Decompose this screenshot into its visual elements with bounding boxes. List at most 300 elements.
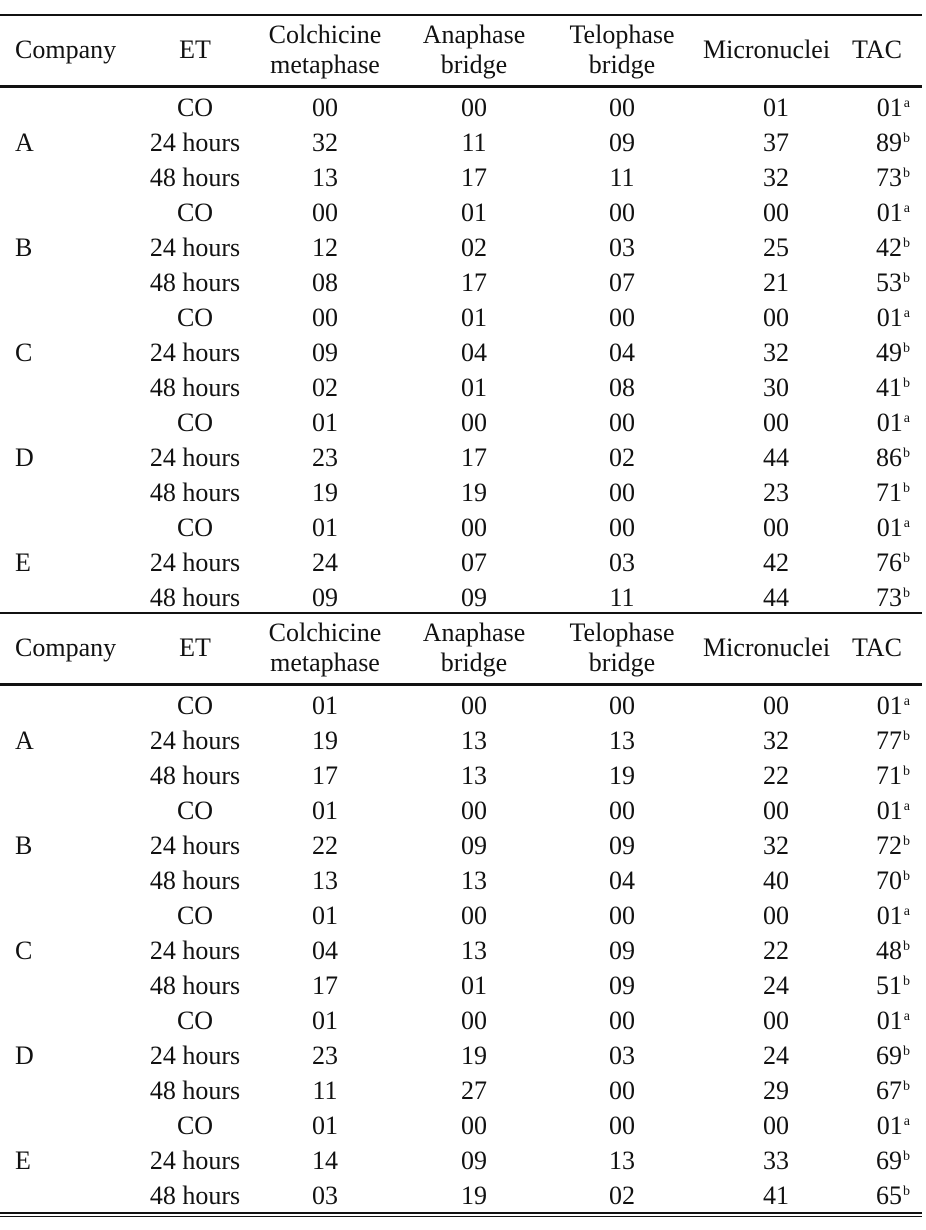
table-header — [0, 16, 926, 84]
cell-telophase-bridge: 08 — [609, 373, 635, 402]
significance-superscript: b — [903, 586, 910, 601]
tac-value: 67 — [876, 1076, 902, 1105]
tac-value: 48 — [876, 936, 902, 965]
cell-micronuclei: 00 — [763, 796, 789, 825]
header-tac: TAC — [852, 35, 902, 64]
cell-micronuclei: 29 — [763, 1076, 789, 1105]
cell-micronuclei: 00 — [763, 1006, 789, 1035]
cell-telophase-bridge: 09 — [609, 128, 635, 157]
tac-value: 69 — [876, 1146, 902, 1175]
cell-anaphase-bridge: 17 — [461, 443, 487, 472]
cell-exposure-time: CO — [176, 93, 214, 122]
cell-micronuclei: 22 — [763, 936, 789, 965]
cell-anaphase-bridge: 01 — [461, 373, 487, 402]
table-row — [0, 758, 926, 793]
cell-micronuclei: 30 — [763, 373, 789, 402]
cell-anaphase-bridge: 00 — [461, 1006, 487, 1035]
cell-micronuclei: 41 — [763, 1181, 789, 1210]
table-rule — [0, 683, 922, 686]
cell-telophase-bridge: 03 — [609, 548, 635, 577]
cell-colchicine-metaphase: 00 — [312, 198, 338, 227]
cell-micronuclei: 01 — [763, 93, 789, 122]
cell-telophase-bridge: 00 — [609, 1006, 635, 1035]
cell-micronuclei: 32 — [763, 338, 789, 367]
cell-anaphase-bridge: 00 — [461, 901, 487, 930]
significance-superscript: b — [903, 1149, 910, 1164]
tac-value: 72 — [876, 831, 902, 860]
cell-exposure-time: CO — [176, 408, 214, 437]
cell-telophase-bridge: 00 — [609, 1111, 635, 1140]
cell-company: A — [15, 128, 34, 157]
cell-colchicine-metaphase: 01 — [312, 408, 338, 437]
significance-superscript: a — [903, 306, 910, 321]
cell-exposure-time: 48 hours — [149, 583, 241, 612]
cell-telophase-bridge: 03 — [609, 1041, 635, 1070]
cell-micronuclei: 00 — [763, 303, 789, 332]
table-row — [0, 1108, 926, 1143]
table-row — [0, 475, 926, 510]
cell-micronuclei: 22 — [763, 761, 789, 790]
cell-colchicine-metaphase: 01 — [312, 513, 338, 542]
cell-tac — [876, 758, 910, 793]
table-row — [0, 230, 926, 265]
cell-colchicine-metaphase: 01 — [312, 1006, 338, 1035]
tac-value: 69 — [876, 1041, 902, 1070]
cell-telophase-bridge: 13 — [609, 726, 635, 755]
header-et: ET — [179, 633, 211, 662]
cell-colchicine-metaphase: 09 — [312, 583, 338, 612]
cell-anaphase-bridge: 09 — [461, 831, 487, 860]
cell-telophase-bridge: 00 — [609, 691, 635, 720]
cell-anaphase-bridge: 19 — [461, 1041, 487, 1070]
cell-anaphase-bridge: 02 — [461, 233, 487, 262]
cell-micronuclei: 00 — [763, 901, 789, 930]
cell-anaphase-bridge: 11 — [461, 128, 487, 157]
cell-micronuclei: 40 — [763, 866, 789, 895]
significance-superscript: b — [903, 1184, 910, 1199]
cell-micronuclei: 00 — [763, 1111, 789, 1140]
significance-superscript: b — [903, 131, 910, 146]
cell-exposure-time: 48 hours — [149, 373, 241, 402]
cell-anaphase-bridge: 01 — [461, 971, 487, 1000]
cell-tac — [877, 1108, 910, 1143]
cell-tac — [876, 580, 910, 615]
significance-superscript: a — [903, 201, 910, 216]
significance-superscript: b — [903, 481, 910, 496]
cell-tac — [876, 440, 910, 475]
cell-anaphase-bridge: 19 — [461, 478, 487, 507]
cell-exposure-time: CO — [176, 796, 214, 825]
cell-tac — [877, 1003, 910, 1038]
table-row — [0, 90, 926, 125]
significance-superscript: a — [903, 1114, 910, 1129]
significance-superscript: b — [903, 446, 910, 461]
cell-tac — [877, 898, 910, 933]
cell-colchicine-metaphase: 14 — [312, 1146, 338, 1175]
tac-value: 53 — [876, 268, 902, 297]
cell-telophase-bridge: 09 — [609, 971, 635, 1000]
significance-superscript: a — [903, 1009, 910, 1024]
table-row — [0, 1073, 926, 1108]
cell-tac — [876, 968, 910, 1003]
significance-superscript: b — [903, 341, 910, 356]
cell-exposure-time: 24 hours — [149, 936, 241, 965]
cell-micronuclei: 25 — [763, 233, 789, 262]
cell-colchicine-metaphase: 01 — [312, 1111, 338, 1140]
cell-anaphase-bridge: 13 — [461, 726, 487, 755]
cell-company: D — [15, 1041, 34, 1070]
cell-colchicine-metaphase: 23 — [312, 443, 338, 472]
tac-value: 76 — [876, 548, 902, 577]
cell-tac — [876, 828, 910, 863]
cell-colchicine-metaphase: 09 — [312, 338, 338, 367]
significance-superscript: b — [903, 551, 910, 566]
cell-company: B — [15, 831, 33, 860]
cell-anaphase-bridge: 17 — [461, 268, 487, 297]
tac-value: 01 — [876, 303, 903, 332]
cell-exposure-time: 24 hours — [149, 726, 241, 755]
table-row — [0, 828, 926, 863]
header-colchicine: Colchicine metaphase — [268, 20, 382, 79]
cell-tac — [877, 510, 910, 545]
table-row — [0, 1143, 926, 1178]
cell-anaphase-bridge: 00 — [461, 1111, 487, 1140]
tac-value: 01 — [876, 1111, 903, 1140]
tac-value: 86 — [876, 443, 902, 472]
cell-anaphase-bridge: 01 — [461, 198, 487, 227]
cell-micronuclei: 00 — [763, 408, 789, 437]
tac-value: 51 — [876, 971, 902, 1000]
cell-exposure-time: 48 hours — [149, 866, 241, 895]
cell-exposure-time: 24 hours — [149, 443, 241, 472]
cell-telophase-bridge: 00 — [609, 478, 635, 507]
cell-colchicine-metaphase: 22 — [312, 831, 338, 860]
table-row — [0, 440, 926, 475]
cell-micronuclei: 33 — [763, 1146, 789, 1175]
significance-superscript: b — [903, 974, 910, 989]
cell-colchicine-metaphase: 19 — [312, 478, 338, 507]
cell-telophase-bridge: 00 — [609, 93, 635, 122]
cell-exposure-time: CO — [176, 198, 214, 227]
header-anaphase: Anaphase bridge — [422, 618, 526, 677]
cell-exposure-time: 24 hours — [149, 128, 241, 157]
cell-tac — [876, 1143, 910, 1178]
header-company: Company — [15, 35, 117, 64]
cell-tac — [876, 370, 910, 405]
cell-tac — [876, 723, 910, 758]
significance-superscript: b — [903, 834, 910, 849]
cell-telophase-bridge: 02 — [609, 1181, 635, 1210]
cell-tac — [876, 265, 910, 300]
table-row — [0, 723, 926, 758]
cell-tac — [876, 1038, 910, 1073]
cell-exposure-time: 24 hours — [149, 831, 241, 860]
tac-value: 01 — [876, 1006, 903, 1035]
cell-micronuclei: 37 — [763, 128, 789, 157]
tac-value: 65 — [876, 1181, 902, 1210]
cell-exposure-time: 48 hours — [149, 478, 241, 507]
cell-exposure-time: 48 hours — [149, 971, 241, 1000]
tac-value: 41 — [876, 373, 902, 402]
cell-telophase-bridge: 09 — [609, 831, 635, 860]
cell-micronuclei: 00 — [763, 198, 789, 227]
tac-value: 01 — [876, 198, 903, 227]
cell-exposure-time: 48 hours — [149, 1076, 241, 1105]
header-micronuclei: Micronuclei — [703, 633, 831, 662]
cell-exposure-time: CO — [176, 513, 214, 542]
cell-tac — [876, 1178, 910, 1213]
cell-tac — [876, 335, 910, 370]
cell-company: E — [15, 1146, 31, 1175]
cell-telophase-bridge: 00 — [609, 303, 635, 332]
tac-value: 70 — [876, 866, 902, 895]
cell-colchicine-metaphase: 32 — [312, 128, 338, 157]
cell-exposure-time: 24 hours — [149, 338, 241, 367]
table-row — [0, 863, 926, 898]
cell-anaphase-bridge: 04 — [461, 338, 487, 367]
tac-value: 89 — [876, 128, 902, 157]
tac-value: 77 — [876, 726, 902, 755]
significance-superscript: a — [903, 694, 910, 709]
significance-superscript: b — [903, 869, 910, 884]
table-row — [0, 300, 926, 335]
cell-micronuclei: 24 — [763, 971, 789, 1000]
cell-tac — [876, 125, 910, 160]
cell-colchicine-metaphase: 19 — [312, 726, 338, 755]
cell-telophase-bridge: 03 — [609, 233, 635, 262]
cell-company: B — [15, 233, 33, 262]
cell-colchicine-metaphase: 01 — [312, 796, 338, 825]
cell-colchicine-metaphase: 08 — [312, 268, 338, 297]
cell-colchicine-metaphase: 11 — [312, 1076, 338, 1105]
cell-exposure-time: 24 hours — [149, 548, 241, 577]
tac-value: 42 — [876, 233, 902, 262]
table-rule — [0, 1212, 922, 1214]
significance-superscript: b — [903, 376, 910, 391]
cell-anaphase-bridge: 27 — [461, 1076, 487, 1105]
cell-colchicine-metaphase: 04 — [312, 936, 338, 965]
cell-telophase-bridge: 00 — [609, 513, 635, 542]
header-anaphase: Anaphase bridge — [422, 20, 526, 79]
table-row — [0, 195, 926, 230]
cell-exposure-time: 24 hours — [149, 1041, 241, 1070]
cell-telophase-bridge: 00 — [609, 1076, 635, 1105]
cell-anaphase-bridge: 13 — [461, 936, 487, 965]
cell-anaphase-bridge: 00 — [461, 513, 487, 542]
cell-colchicine-metaphase: 00 — [312, 303, 338, 332]
table-row — [0, 545, 926, 580]
cell-micronuclei: 23 — [763, 478, 789, 507]
cell-tac — [876, 1073, 910, 1108]
cell-exposure-time: 48 hours — [149, 163, 241, 192]
tac-value: 49 — [876, 338, 902, 367]
tac-value: 01 — [876, 691, 903, 720]
cell-colchicine-metaphase: 00 — [312, 93, 338, 122]
cell-telophase-bridge: 07 — [609, 268, 635, 297]
cell-anaphase-bridge: 17 — [461, 163, 487, 192]
cell-colchicine-metaphase: 03 — [312, 1181, 338, 1210]
cell-tac — [877, 300, 910, 335]
cell-colchicine-metaphase: 01 — [312, 691, 338, 720]
significance-superscript: b — [903, 939, 910, 954]
significance-superscript: b — [903, 271, 910, 286]
cell-micronuclei: 00 — [763, 513, 789, 542]
cell-tac — [876, 475, 910, 510]
cell-telophase-bridge: 11 — [609, 583, 635, 612]
cell-anaphase-bridge: 19 — [461, 1181, 487, 1210]
cell-anaphase-bridge: 09 — [461, 583, 487, 612]
table-row — [0, 968, 926, 1003]
cell-exposure-time: 48 hours — [149, 1181, 241, 1210]
cell-micronuclei: 00 — [763, 691, 789, 720]
cell-anaphase-bridge: 09 — [461, 1146, 487, 1175]
table-row — [0, 125, 926, 160]
cell-colchicine-metaphase: 02 — [312, 373, 338, 402]
cell-anaphase-bridge: 00 — [461, 691, 487, 720]
cell-micronuclei: 24 — [763, 1041, 789, 1070]
significance-superscript: b — [903, 764, 910, 779]
cell-colchicine-metaphase: 01 — [312, 901, 338, 930]
cell-colchicine-metaphase: 17 — [312, 761, 338, 790]
cell-tac — [877, 90, 910, 125]
table-rule — [0, 1216, 922, 1217]
cell-tac — [876, 545, 910, 580]
table-row — [0, 335, 926, 370]
cell-telophase-bridge: 09 — [609, 936, 635, 965]
table-row — [0, 933, 926, 968]
cell-tac — [876, 160, 910, 195]
cell-anaphase-bridge: 13 — [461, 761, 487, 790]
header-company: Company — [15, 633, 117, 662]
cell-exposure-time: CO — [176, 1111, 214, 1140]
cell-micronuclei: 32 — [763, 726, 789, 755]
cell-colchicine-metaphase: 17 — [312, 971, 338, 1000]
cell-telophase-bridge: 04 — [609, 338, 635, 367]
tac-value: 73 — [876, 163, 902, 192]
table-row — [0, 1003, 926, 1038]
cell-exposure-time: CO — [176, 901, 214, 930]
cell-telophase-bridge: 19 — [609, 761, 635, 790]
table-rule — [0, 85, 922, 88]
table-row — [0, 688, 926, 723]
significance-superscript: a — [903, 96, 910, 111]
cell-colchicine-metaphase: 12 — [312, 233, 338, 262]
cell-micronuclei: 44 — [763, 443, 789, 472]
table-row — [0, 370, 926, 405]
cell-anaphase-bridge: 13 — [461, 866, 487, 895]
tac-value: 01 — [876, 796, 903, 825]
cell-exposure-time: 24 hours — [149, 233, 241, 262]
cell-tac — [877, 195, 910, 230]
table-row — [0, 1038, 926, 1073]
cell-colchicine-metaphase: 13 — [312, 866, 338, 895]
cell-tac — [877, 793, 910, 828]
header-et: ET — [179, 35, 211, 64]
tac-value: 73 — [876, 583, 902, 612]
tac-value: 71 — [876, 761, 902, 790]
cell-telophase-bridge: 04 — [609, 866, 635, 895]
significance-superscript: a — [903, 516, 910, 531]
cell-exposure-time: 48 hours — [149, 268, 241, 297]
table-row — [0, 1178, 926, 1213]
cell-company: D — [15, 443, 34, 472]
table-header — [0, 614, 926, 682]
cell-anaphase-bridge: 00 — [461, 93, 487, 122]
significance-superscript: a — [903, 904, 910, 919]
significance-superscript: b — [903, 729, 910, 744]
table-row — [0, 510, 926, 545]
cell-colchicine-metaphase: 24 — [312, 548, 338, 577]
significance-superscript: b — [903, 236, 910, 251]
significance-superscript: b — [903, 1044, 910, 1059]
cell-company: C — [15, 338, 33, 367]
cell-colchicine-metaphase: 23 — [312, 1041, 338, 1070]
cell-anaphase-bridge: 01 — [461, 303, 487, 332]
significance-superscript: a — [903, 411, 910, 426]
cell-company: E — [15, 548, 31, 577]
significance-superscript: a — [903, 799, 910, 814]
cell-exposure-time: CO — [176, 303, 214, 332]
tac-value: 01 — [876, 408, 903, 437]
header-telophase: Telophase bridge — [569, 20, 675, 79]
tac-value: 71 — [876, 478, 902, 507]
cell-micronuclei: 42 — [763, 548, 789, 577]
cell-company: A — [15, 726, 34, 755]
significance-superscript: b — [903, 1079, 910, 1094]
tac-value: 01 — [876, 93, 903, 122]
cell-company: C — [15, 936, 33, 965]
cell-colchicine-metaphase: 13 — [312, 163, 338, 192]
cell-tac — [876, 230, 910, 265]
cell-micronuclei: 32 — [763, 831, 789, 860]
header-colchicine: Colchicine metaphase — [268, 618, 382, 677]
cell-tac — [876, 933, 910, 968]
cell-exposure-time: 48 hours — [149, 761, 241, 790]
cell-exposure-time: CO — [176, 691, 214, 720]
cell-telophase-bridge: 00 — [609, 901, 635, 930]
tac-value: 01 — [876, 901, 903, 930]
cell-anaphase-bridge: 00 — [461, 408, 487, 437]
cell-micronuclei: 32 — [763, 163, 789, 192]
cell-anaphase-bridge: 07 — [461, 548, 487, 577]
header-telophase: Telophase bridge — [569, 618, 675, 677]
header-micronuclei: Micronuclei — [703, 35, 831, 64]
cell-tac — [877, 688, 910, 723]
tac-value: 01 — [876, 513, 903, 542]
table-row — [0, 160, 926, 195]
header-tac: TAC — [852, 633, 902, 662]
cell-telophase-bridge: 13 — [609, 1146, 635, 1175]
cell-tac — [876, 863, 910, 898]
cell-telophase-bridge: 00 — [609, 796, 635, 825]
cell-telophase-bridge: 11 — [609, 163, 635, 192]
cell-telophase-bridge: 00 — [609, 198, 635, 227]
cell-telophase-bridge: 02 — [609, 443, 635, 472]
table-row — [0, 793, 926, 828]
cell-micronuclei: 21 — [763, 268, 789, 297]
table-row — [0, 265, 926, 300]
table-row — [0, 405, 926, 440]
cell-tac — [877, 405, 910, 440]
table-row — [0, 898, 926, 933]
table-row — [0, 580, 926, 615]
cell-micronuclei: 44 — [763, 583, 789, 612]
cell-exposure-time: 24 hours — [149, 1146, 241, 1175]
significance-superscript: b — [903, 166, 910, 181]
cell-anaphase-bridge: 00 — [461, 796, 487, 825]
cell-telophase-bridge: 00 — [609, 408, 635, 437]
cell-exposure-time: CO — [176, 1006, 214, 1035]
